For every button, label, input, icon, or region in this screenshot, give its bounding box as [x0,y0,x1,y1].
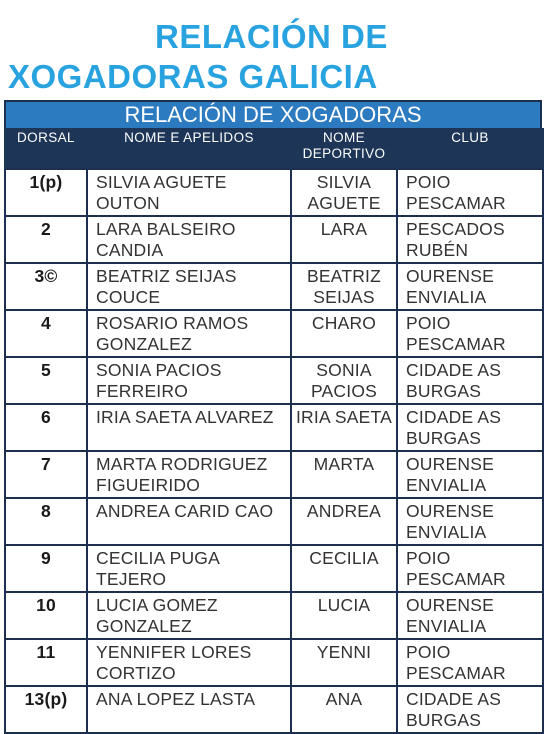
cell-club [397,263,543,310]
cell-dorsal [5,263,87,310]
table-banner: RELACIÓN DE XOGADORAS [4,100,542,128]
cell-nome-deportivo [291,216,397,263]
title-line-2: XOGADORAS GALICIA [8,58,378,95]
cell-club-text: POIO [406,172,451,192]
cell-nome-deportivo-text: LUCIA [317,595,371,615]
cell-nome-text: GONZALEZ [96,334,192,354]
cell-club-text: OURENSE [406,595,494,615]
cell-club-text: ENVIALIA [406,287,487,307]
cell-dorsal-text: 2 [41,219,51,239]
players-table-container [4,100,542,734]
cell-dorsal [5,498,87,545]
cell-club-text: RUBÉN [406,240,469,260]
table-row [5,263,543,310]
cell-nome-deportivo-text: AGUETE [307,193,381,213]
cell-nome-deportivo-text: CECILIA [309,548,379,568]
cell-club [397,310,543,357]
cell-dorsal-text: 8 [41,501,51,521]
cell-club-text: POIO [406,548,451,568]
cell-nome-text: CORTIZO [96,663,176,683]
title-line-1: RELACIÓN DE [155,18,388,55]
cell-nome-deportivo [291,451,397,498]
table-row [5,686,543,733]
cell-nome-text: MARTA RODRIGUEZ [96,454,268,474]
cell-nome-deportivo [291,592,397,639]
cell-nome-deportivo-text: ANDREA [306,501,382,521]
cell-dorsal-text: 13(p) [24,689,68,709]
cell-club-text: POIO [406,313,451,333]
cell-nome-text: CECILIA PUGA [96,548,220,568]
cell-club-text: BURGAS [406,381,482,401]
cell-nome-deportivo [291,169,397,216]
header-nome-deportivo [291,128,397,169]
cell-nome-deportivo-text: SILVIA [316,172,372,192]
cell-dorsal [5,545,87,592]
header-deportivo-line-1: NOME [322,130,366,145]
cell-dorsal-text: 10 [36,595,56,615]
cell-nome-text: LUCIA GOMEZ [96,595,218,615]
cell-nome [87,357,291,404]
cell-club-text: CIDADE AS [406,360,502,380]
cell-dorsal [5,451,87,498]
table-body [5,169,543,733]
cell-nome-deportivo-text: SONIA [316,360,372,380]
cell-nome-text: CANDIA [96,240,164,260]
cell-nome-deportivo [291,639,397,686]
cell-club-text: ENVIALIA [406,475,487,495]
cell-nome-deportivo-text: LARA [320,219,368,239]
cell-nome-text: OUTON [96,193,160,213]
cell-club-text: PESCAMAR [406,334,506,354]
cell-nome [87,216,291,263]
table-row [5,310,543,357]
header-nome: NOME E APELIDOS [87,128,291,169]
cell-nome-deportivo [291,686,397,733]
cell-dorsal [5,404,87,451]
table-header-row [5,128,543,169]
cell-club-text: OURENSE [406,501,494,521]
cell-nome [87,639,291,686]
header-club: CLUB [397,128,543,169]
cell-club-text: PESCAMAR [406,663,506,683]
cell-dorsal [5,216,87,263]
table-row [5,592,543,639]
cell-nome [87,263,291,310]
cell-nome [87,498,291,545]
table-row [5,216,543,263]
cell-nome-text: ANA LOPEZ LASTA [96,689,256,709]
players-table [4,128,544,734]
cell-nome-deportivo-text: MARTA [313,454,375,474]
cell-club [397,451,543,498]
header-deportivo-line-2: DEPORTIVO [302,146,386,161]
table-row [5,357,543,404]
cell-club [397,498,543,545]
cell-dorsal-text: 7 [41,454,51,474]
cell-club [397,545,543,592]
cell-nome-text: TEJERO [96,569,167,589]
cell-nome-deportivo [291,310,397,357]
cell-club-text: ENVIALIA [406,522,487,542]
cell-club-text: BURGAS [406,710,482,730]
cell-club-text: PESCADOS [406,219,505,239]
cell-nome-deportivo-text: PACIOS [310,381,378,401]
cell-nome-deportivo [291,498,397,545]
cell-nome-text: SONIA PACIOS [96,360,222,380]
cell-nome-deportivo-text: ANA [325,689,363,709]
table-row [5,169,543,216]
cell-nome-text: SILVIA AGUETE [96,172,227,192]
table-row [5,498,543,545]
cell-club-text: OURENSE [406,266,494,286]
cell-dorsal-text: 4 [41,313,51,333]
cell-dorsal [5,310,87,357]
cell-nome-deportivo [291,545,397,592]
header-dorsal: DORSAL [5,128,87,169]
cell-nome [87,545,291,592]
cell-club [397,357,543,404]
cell-nome-text: LARA BALSEIRO [96,219,236,239]
cell-club-text: POIO [406,642,451,662]
cell-dorsal-text: 1(p) [29,172,63,192]
cell-club-text: CIDADE AS [406,407,502,427]
cell-nome [87,404,291,451]
cell-nome-deportivo-text: BEATRIZ [307,266,381,286]
cell-nome-text: IRIA SAETA ALVAREZ [96,407,274,427]
cell-nome-deportivo [291,263,397,310]
cell-nome-deportivo-text: YENNI [316,642,372,662]
cell-nome-text: YENNIFER LORES [96,642,252,662]
cell-club [397,216,543,263]
cell-nome-text: GONZALEZ [96,616,192,636]
cell-club-text: PESCAMAR [406,569,506,589]
cell-club [397,686,543,733]
cell-nome-text: BEATRIZ SEIJAS [96,266,237,286]
cell-dorsal-text: 6 [41,407,51,427]
cell-nome-text: FERREIRO [96,381,189,401]
cell-dorsal-text: 11 [36,642,56,662]
cell-dorsal-text: 3© [34,266,58,286]
cell-club-text: PESCAMAR [406,193,506,213]
cell-club [397,169,543,216]
cell-nome-deportivo-text: IRIA SAETA [295,407,392,427]
cell-nome-deportivo [291,357,397,404]
cell-club [397,592,543,639]
cell-nome-text: ROSARIO RAMOS [96,313,249,333]
cell-club-text: BURGAS [406,428,482,448]
table-row [5,404,543,451]
cell-nome-deportivo [291,404,397,451]
cell-dorsal [5,357,87,404]
cell-club-text: OURENSE [406,454,494,474]
table-row [5,451,543,498]
cell-nome [87,592,291,639]
cell-nome [87,310,291,357]
cell-nome-text: ANDREA CARID CAO [96,501,274,521]
cell-nome-text: COUCE [96,287,161,307]
cell-nome [87,451,291,498]
table-row [5,545,543,592]
cell-nome [87,686,291,733]
page-title [0,0,550,100]
cell-club [397,404,543,451]
cell-dorsal [5,639,87,686]
cell-dorsal [5,686,87,733]
cell-nome-text: FIGUEIRIDO [96,475,201,495]
cell-club-text: ENVIALIA [406,616,487,636]
cell-nome [87,169,291,216]
cell-dorsal [5,169,87,216]
cell-dorsal-text: 5 [41,360,51,380]
cell-club [397,639,543,686]
cell-dorsal-text: 9 [41,548,51,568]
cell-nome-deportivo-text: CHARO [311,313,377,333]
table-row [5,639,543,686]
cell-dorsal [5,592,87,639]
cell-nome-deportivo-text: SEIJAS [313,287,375,307]
cell-club-text: CIDADE AS [406,689,502,709]
